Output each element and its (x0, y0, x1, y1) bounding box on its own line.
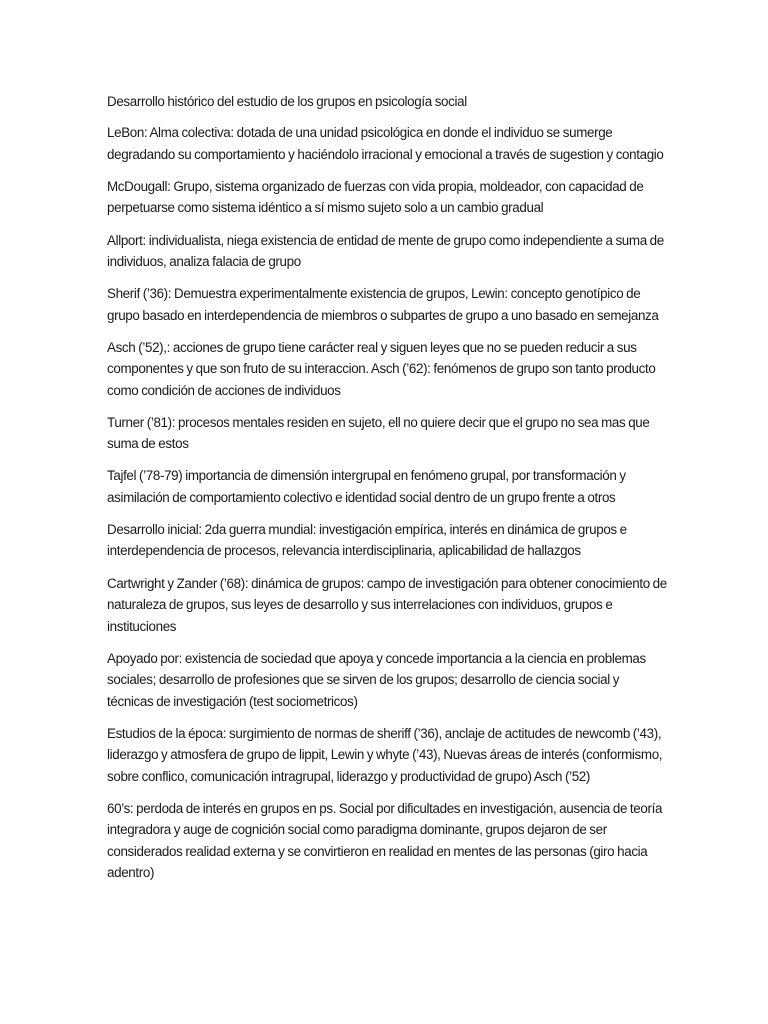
paragraph-allport: Allport: individualista, niega existencia de entidad de mente de grupo como independiente a suma de individuos, analiza falacia de grupo (107, 232, 664, 270)
paragraph-estudios-epoca: Estudios de la época: surgimiento de normas de sheriff (’36), anclaje de actitudes de newcomb (’43), liderazgo y atmosfera de grupo de lippit, Lewin y whyte (’43), Nuevas áreas de interés (conformismo, sobre conflico, comunicación intragrupal, liderazgo y productividad de grupo) Asch (’52) (107, 725, 663, 784)
paragraph-desarrollo-inicial: Desarrollo inicial: 2da guerra mundial: investigación empírica, interés en dinámica de grupos e interdependencia de procesos, relevancia interdisciplinaria, aplicabilidad de hallazgos (107, 522, 627, 559)
paragraph-apoyado-por: Apoyado por: existencia de sociedad que apoya y concede importancia a la ciencia en problemas sociales; desarrollo de profesiones que se sirven de los grupos; desarrollo de ciencia social y técnicas de investigación (test sociometricos) (107, 650, 646, 709)
paragraph-tajfel: Tajfel (’78-79) importancia de dimensión intergrupal en fenómeno grupal, por transformación y asimilación de comportamiento colectivo e identidad social dentro de un grupo frente a otros (107, 468, 626, 505)
paragraph-sherif: Sherif (’36): Demuestra experimentalmente existencia de grupos, Lewin: concepto genotípico de grupo basado en interdependencia de miembros o subpartes de grupo a uno basado en semejanza (107, 286, 659, 323)
paragraph-mcdougall: McDougall: Grupo, sistema organizado de fuerzas con vida propia, moldeador, con capacidad de perpetuarse como sistema idéntico a sí mismo sujeto solo a un cambio gradual (107, 179, 644, 216)
paragraph-turner: Turner (’81): procesos mentales residen en sujeto, ell no quiere decir que el grupo no sea mas que suma de estos (107, 414, 650, 452)
paragraph-cartwright-zander: Cartwright y Zander (’68): dinámica de grupos: campo de investigación para obtener conocimiento de naturaleza de grupos, sus leyes de desarrollo y sus interrelaciones con individuos, grupos e instituciones (107, 575, 667, 634)
paragraph-60s: 60’s: perdoda de interés en grupos en ps. Social por dificultades en investigación, ausencia de teoría integradora y auge de cognición social como paradigma dominante, grupos dejaron de ser considerados realidad externa y se convirtieron en realidad en mentes de las personas (giro hacia adentro) (107, 800, 663, 880)
document-title: Desarrollo histórico del estudio de los grupos en psicología social (107, 94, 467, 109)
paragraph-asch: Asch (’52),: acciones de grupo tiene carácter real y siguen leyes que no se pueden reducir a sus componentes y que son fruto de su interaccion. Asch (’62): fenómenos de grupo son tanto producto como condición de acciones de individuos (107, 339, 656, 398)
document-body (107, 91, 667, 894)
paragraph-lebon: LeBon: Alma colectiva: dotada de una unidad psicológica en donde el individuo se sumerge degradando su comportamiento y haciéndolo irracional y emocional a través de sugestion y contagio (107, 125, 664, 162)
